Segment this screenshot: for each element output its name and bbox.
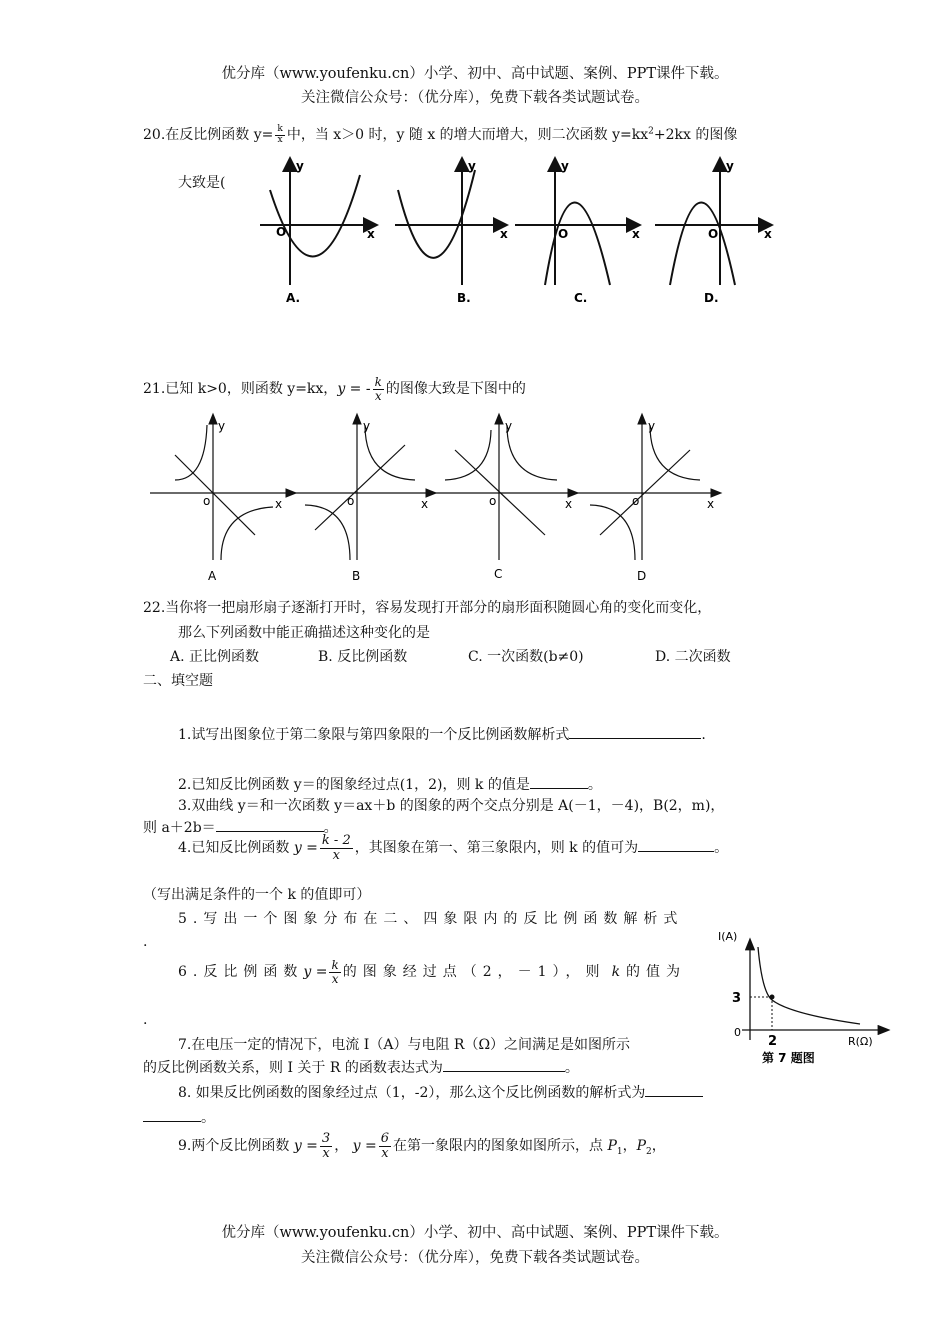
graph-21-d-label: D xyxy=(637,569,647,583)
header-line-1: 优分库（www.youfenku.cn）小学、初中、高中试题、案例、PPT课件下载。 xyxy=(221,66,729,82)
footer-line-2: 关注微信公众号：（优分库），免费下载各类试题试卷。 xyxy=(301,1250,649,1266)
graph-20-c-label: C. xyxy=(574,291,588,305)
figure-7-graph xyxy=(710,922,895,1072)
a-x-label: x xyxy=(367,227,375,241)
fill-6-end: . xyxy=(143,1012,148,1028)
b-y-label: y xyxy=(468,159,476,173)
b-x-label: x xyxy=(500,227,508,241)
fill-2: 2.已知反比例函数 y＝的图象经过点(1，2)，则 k 的值是 。 xyxy=(178,774,602,794)
fill-5: 5.写出一个图象分布在二、四象限内的反比例函数解析式 xyxy=(178,911,684,927)
answer-blank xyxy=(443,1057,565,1072)
c-x-label: x xyxy=(565,497,573,511)
b-x-label: x xyxy=(421,497,429,511)
fig7-origin: 0 xyxy=(734,1026,741,1039)
answer-blank xyxy=(530,774,588,789)
d-origin-label: O xyxy=(708,227,719,241)
a-y-label: y xyxy=(218,419,226,433)
question-22-option-d: D. 二次函数 xyxy=(655,649,731,665)
answer-blank xyxy=(645,1082,703,1097)
graph-21-c-label: C xyxy=(494,567,503,581)
graph-20-c xyxy=(515,160,638,285)
d-x-label: x xyxy=(707,497,715,511)
fill-7-line-2: 的反比例函数关系，则 I 关于 R 的函数表达式为 。 xyxy=(143,1057,579,1077)
graph-20-a-label: A. xyxy=(286,291,301,305)
answer-blank xyxy=(216,817,324,832)
section-2-title: 二、填空题 xyxy=(143,673,213,689)
question-22-option-a: A. 正比例函数 xyxy=(170,649,260,665)
c-origin-label: o xyxy=(489,494,497,508)
question-20-stem: 20.在反比例函数 y= $\frac{k}{x}$ 中，当 x＞0 时，y 随 x 的增大而增大，则二次函数 $y=kx^2+2kx$ 的图像 xyxy=(143,124,738,145)
fig7-caption: 第 7 题图 xyxy=(762,1051,815,1065)
fig7-y-tick: 3 xyxy=(732,991,742,1006)
question-22-line-1: 22.当你将一把扇形扇子逐渐打开时，容易发现打开部分的扇形面积随圆心角的变化而变化， xyxy=(143,600,712,616)
b-y-label: y xyxy=(363,419,371,433)
answer-blank xyxy=(638,837,714,852)
graph-21-d xyxy=(577,415,720,560)
answer-blank xyxy=(569,724,701,739)
header-line-2: 关注微信公众号：（优分库），免费下载各类试题试卷。 xyxy=(301,90,649,106)
a-y-label: y xyxy=(296,159,304,173)
a-origin-label: O xyxy=(276,225,287,239)
d-y-label: y xyxy=(648,419,656,433)
graph-20-b xyxy=(395,160,505,285)
question-20-stem-line-2: 大致是( xyxy=(178,175,226,191)
d-origin-label: o xyxy=(632,494,640,508)
a-x-label: x xyxy=(275,497,283,511)
graph-20-a xyxy=(260,160,375,285)
fill-1: 1.试写出图象位于第二象限与第四象限的一个反比例函数解析式 . xyxy=(178,724,706,744)
d-x-label: x xyxy=(764,227,772,241)
fill-9: 9.两个反比例函数 y = $\frac{3}{x}$ ， y = $\frac{6}{x}$ 在第一象限内的图象如图所示，点 $P_1$，$P_2$， xyxy=(178,1131,666,1161)
fraction-3-over-x: $\frac{3}{x}$ xyxy=(321,1131,331,1161)
fill-8-line-1: 8. 如果反比例函数的图象经过点（1，-2），那么这个反比例函数的解析式为 xyxy=(178,1082,703,1102)
fill-6: 6.反比例函数y = $\frac{k}{x}$ 的图象经过点（2，－1），则 k 的值为 xyxy=(178,958,687,986)
graph-21-c xyxy=(435,415,577,560)
c-origin-label: O xyxy=(558,227,569,241)
graph-21-a xyxy=(150,415,295,560)
fill-4: 4.已知反比例函数 y = $\frac{k - 2}{x}$ ，其图象在第一、第三象限内，则 k 的值可为 。 xyxy=(178,833,729,863)
b-origin-label: o xyxy=(347,494,355,508)
answer-blank xyxy=(143,1107,201,1122)
fill-4-line-2: （写出满足条件的一个 k 的值即可） xyxy=(143,887,371,903)
fraction-k-over-x: $\frac{k}{x}$ xyxy=(374,375,382,403)
fill-3-line-2: 则 a＋2b＝ 。 xyxy=(143,817,338,837)
fill-3-line-1: 3.双曲线 y＝和一次函数 y＝ax＋b 的图象的两个交点分别是 A(－1，－4)，B(2，m)， xyxy=(178,798,725,814)
q21-function-figures xyxy=(145,410,725,590)
question-21-stem: 21.已知 k>0，则函数 y=kx，y = - $\frac{k}{x}$ 的图像大致是下图中的 xyxy=(143,375,526,403)
question-22-option-b: B. 反比例函数 xyxy=(318,649,408,665)
c-x-label: x xyxy=(632,227,640,241)
fill-5-end: . xyxy=(143,934,148,950)
fill-7-line-1: 7.在电压一定的情况下，电流 I（A）与电阻 R（Ω）之间满足是如图所示 xyxy=(178,1037,631,1053)
c-y-label: y xyxy=(505,419,513,433)
question-22-option-c: C. 一次函数(b≠0) xyxy=(468,649,584,665)
footer-line-1: 优分库（www.youfenku.cn）小学、初中、高中试题、案例、PPT课件下载。 xyxy=(221,1225,729,1241)
fig7-curve xyxy=(758,947,860,1024)
fraction-k-minus-2-over-x: $\frac{k - 2}{x}$ xyxy=(321,833,351,863)
graph-20-d xyxy=(655,160,770,285)
q20-parabola-figures xyxy=(250,150,790,320)
fraction-6-over-x: $\frac{6}{x}$ xyxy=(380,1131,390,1161)
graph-21-a-label: A xyxy=(208,569,217,583)
fill-8-line-2: 。 xyxy=(143,1107,215,1127)
d-y-label: y xyxy=(726,159,734,173)
fig7-x-tick: 2 xyxy=(768,1034,778,1049)
fraction-k-over-x: $\frac{k}{x}$ xyxy=(331,958,339,986)
graph-21-b-label: B xyxy=(352,569,361,583)
graph-21-b xyxy=(293,415,435,560)
fig7-y-label: I(A) xyxy=(718,930,738,943)
a-origin-label: o xyxy=(203,494,211,508)
fraction-k-over-x: $\frac{k}{x}$ xyxy=(277,124,283,145)
question-22-line-2: 那么下列函数中能正确描述这种变化的是 xyxy=(178,625,430,641)
graph-20-b-label: B. xyxy=(457,291,471,305)
fig7-point xyxy=(770,995,775,1000)
graph-20-d-label: D. xyxy=(704,291,719,305)
c-y-label: y xyxy=(561,159,569,173)
fig7-x-label: R(Ω) xyxy=(848,1035,873,1048)
